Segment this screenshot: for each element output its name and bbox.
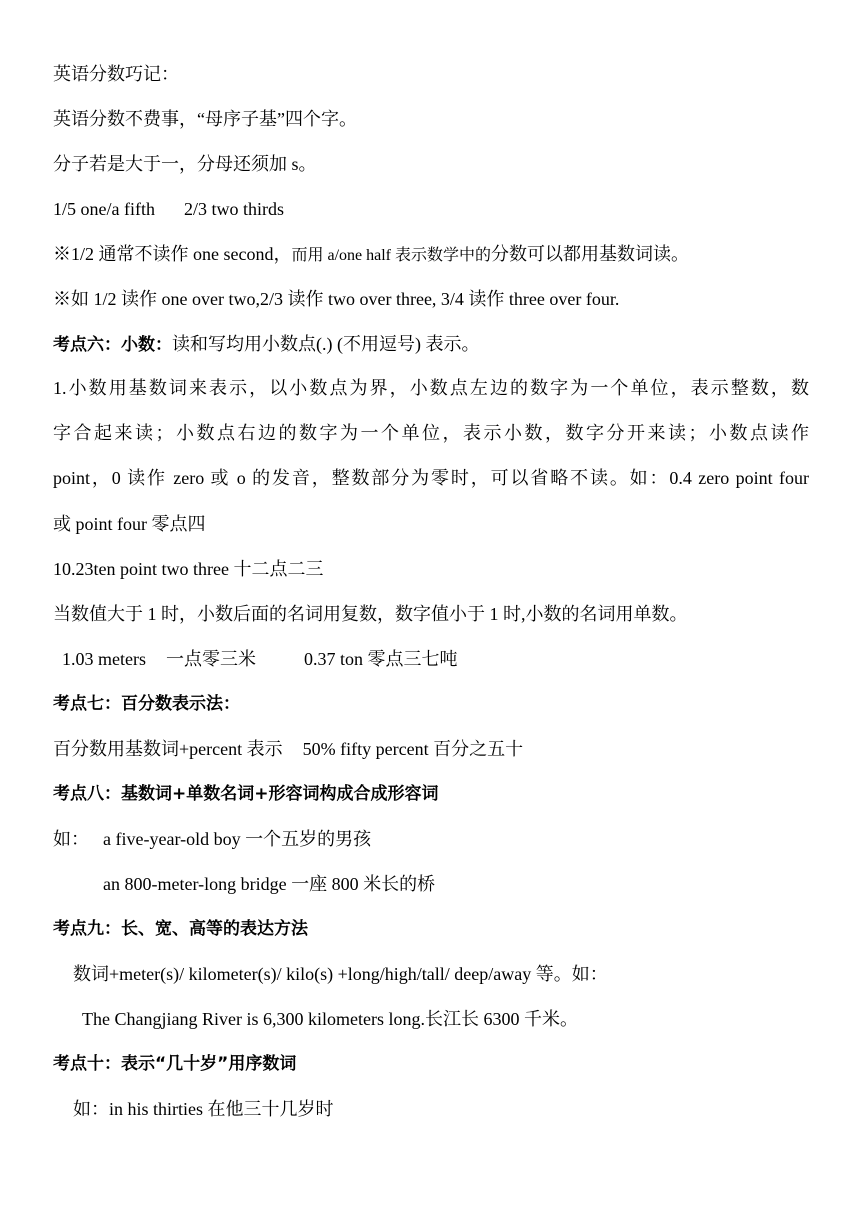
section-8-example-1 — [53, 827, 371, 851]
dimension-example: The Changjiang River is 6,300 kilometers long.长江长 6300 千米。 — [82, 1009, 578, 1029]
decimal-example-1023: 10.23ten point two three 十二点二三 — [53, 559, 324, 579]
section-7-heading: 考点七：百分数表示法： — [53, 694, 240, 714]
over-reading-note: ※如 1/2 读作 one over two,2/3 读作 two over three, 3/4 读作 three over four. — [53, 289, 620, 309]
percent-example: 50% fifty percent 百分之五十 — [302, 739, 524, 759]
percent-rule: 百分数用基数词+percent 表示 — [53, 739, 283, 759]
decimal-paragraph-line-4: 或 point four 零点四 — [53, 514, 206, 534]
example-ton: 0.37 ton 零点三七吨 — [303, 649, 458, 669]
decimal-paragraph-line-3: point，0 读作 zero 或 o 的发音，整数部分为零时，可以省略不读。如：0.4 zero point four — [53, 468, 809, 488]
decimal-paragraph-line-2: 字合起来读；小数点右边的数字为一个单位，表示小数，数字分开来读；小数点读作 — [53, 423, 809, 443]
fraction-example-1: 1/5 one/a fifth — [53, 199, 155, 219]
half-note-part-2: 而用 a/one half 表示数学中的 — [291, 247, 492, 264]
decimal-noun-examples — [62, 647, 458, 671]
section-6-text: 读和写均用小数点(.) (不用逗号) 表示。 — [172, 334, 480, 354]
plural-rule: 当数值大于 1 时，小数后面的名词用复数，数字值小于 1 时,小数的名词用单数。 — [53, 604, 688, 624]
fraction-examples — [53, 197, 284, 221]
half-note-part-1: ※1/2 通常不读作 one second， — [53, 244, 292, 264]
section-6-label: 考点六：小数： — [53, 335, 172, 355]
fraction-example-2: 2/3 two thirds — [183, 199, 284, 219]
age-example: 如：in his thirties 在他三十几岁时 — [73, 1099, 334, 1119]
half-note — [53, 242, 689, 266]
compound-adjective-example-1: a five-year-old boy 一个五岁的男孩 — [103, 829, 372, 849]
fraction-mnemonic-title: 英语分数巧记： — [53, 64, 179, 84]
example-meters-cn: 一点零三米 — [165, 649, 256, 669]
compound-adjective-example-2: an 800-meter-long bridge 一座 800 米长的桥 — [103, 874, 436, 894]
fraction-rhyme-line-2: 分子若是大于一，分母还须加 s。 — [53, 154, 317, 174]
section-10-heading: 考点十：表示“几十岁”用序数词 — [53, 1054, 297, 1074]
section-6-heading — [53, 332, 479, 356]
percent-line — [53, 737, 523, 761]
section-8-heading: 考点八：基数词+单数名词+形容词构成合成形容词 — [53, 784, 439, 804]
half-note-part-3: 分数可以都用基数词读。 — [491, 244, 690, 264]
fraction-rhyme-line-1: 英语分数不费事，“母序子基”四个字。 — [53, 109, 357, 129]
decimal-paragraph-line-1: 1.小数用基数词来表示，以小数点为界，小数点左边的数字为一个单位，表示整数，数 — [53, 378, 809, 398]
section-9-heading: 考点九：长、宽、高等的表达方法 — [53, 919, 308, 939]
example-prefix: 如： — [53, 829, 89, 849]
example-meters: 1.03 meters — [62, 649, 146, 669]
dimension-rule: 数词+meter(s)/ kilometer(s)/ kilo(s) +long/high/tall/ deep/away 等。如： — [73, 964, 608, 984]
